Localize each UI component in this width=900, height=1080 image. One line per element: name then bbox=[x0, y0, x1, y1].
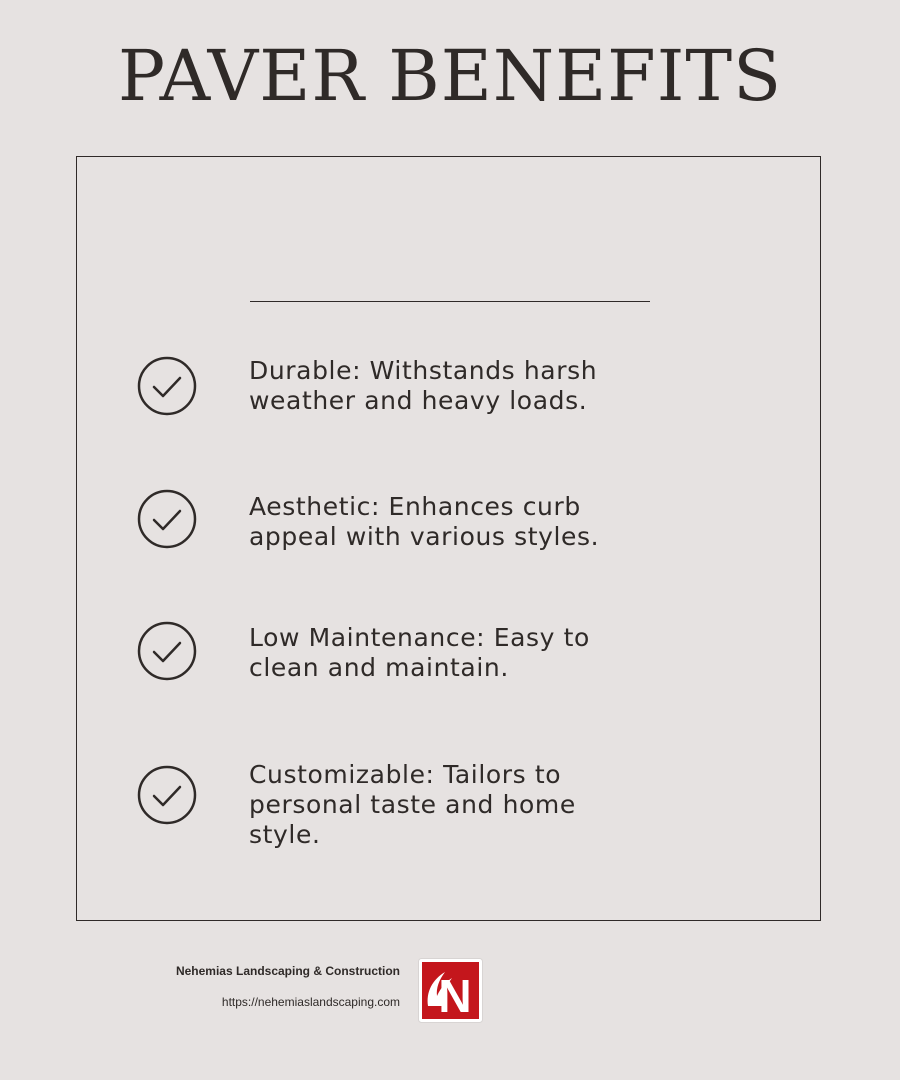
logo-letter: N bbox=[438, 970, 472, 1022]
benefit-text: Aesthetic: Enhances curb appeal with various styles. bbox=[249, 492, 600, 551]
check-circle-icon bbox=[137, 489, 197, 549]
footer-url: https://nehemiaslandscaping.com bbox=[221, 995, 400, 1009]
divider-line bbox=[250, 301, 650, 302]
check-circle-icon bbox=[137, 356, 197, 416]
check-circle-icon bbox=[137, 765, 197, 825]
check-circle-icon bbox=[137, 621, 197, 681]
company-logo bbox=[418, 958, 483, 1023]
footer-company-name: Nehemias Landscaping & Construction bbox=[175, 964, 400, 978]
page-title: PAVER BENEFITS bbox=[117, 35, 783, 117]
benefit-text: Durable: Withstands harsh weather and heavy loads. bbox=[249, 356, 598, 415]
benefit-text: Customizable: Tailors to personal taste and home style. bbox=[249, 760, 576, 849]
benefit-text: Low Maintenance: Easy to clean and maintain. bbox=[249, 623, 590, 682]
